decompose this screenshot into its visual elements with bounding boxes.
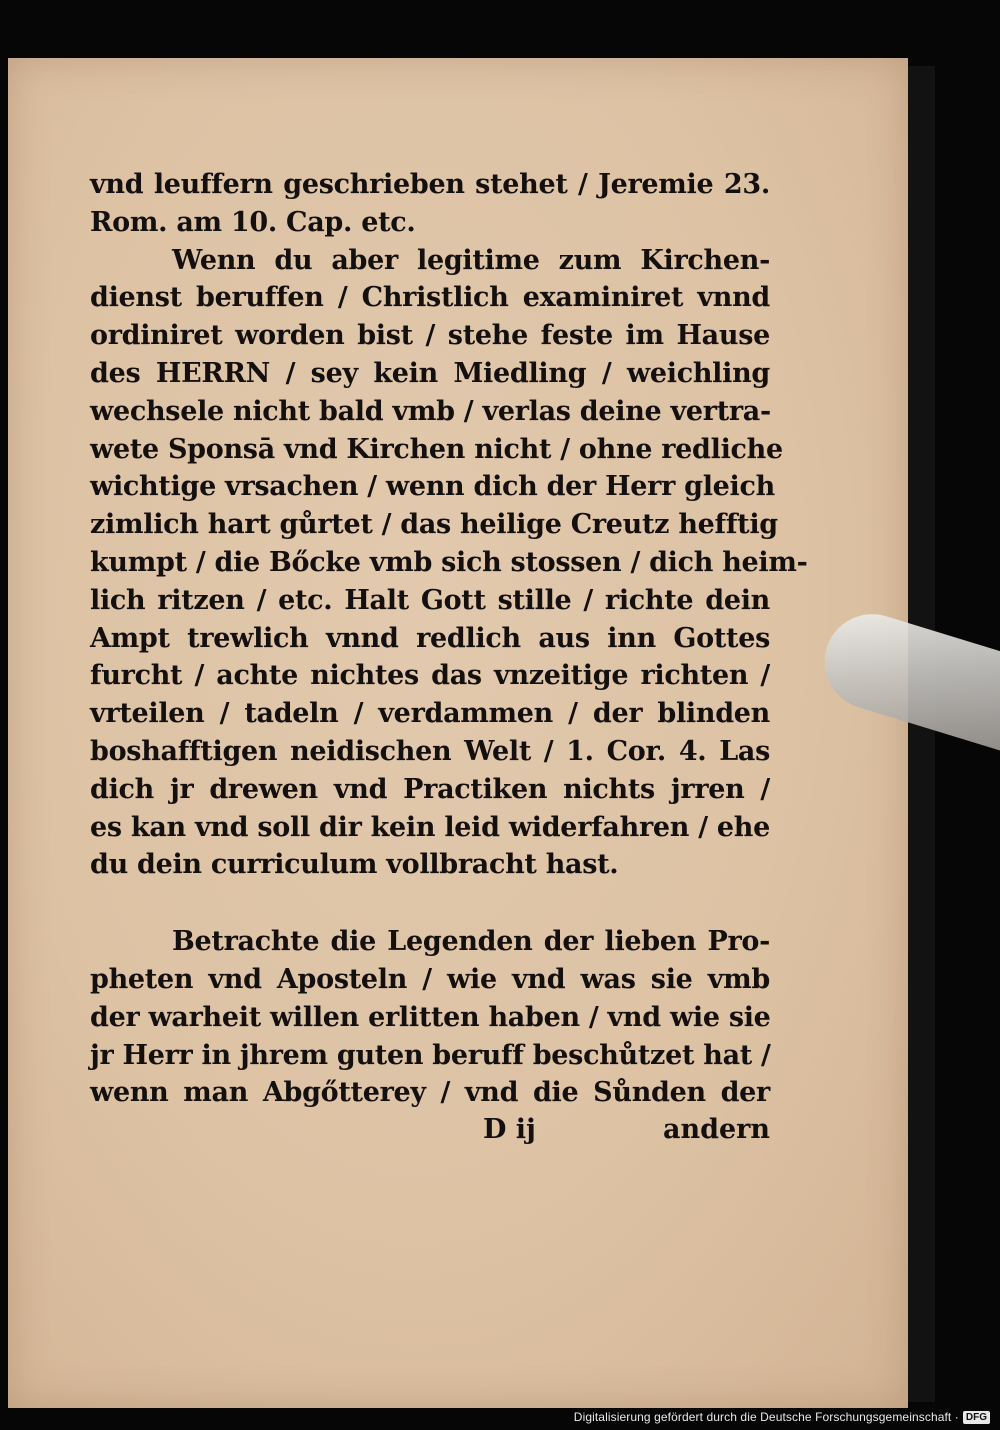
text-line: zimlich hart gůrtet / das heilige Creutz hefftig (90, 509, 778, 541)
text-line: Rom. am 10. Cap. etc. (90, 206, 416, 238)
text-line: du dein curriculum vollbracht hast. (90, 849, 619, 881)
text-line: vrteilen / tadeln / verdammen / der blinden (90, 698, 770, 730)
text-line: der warheit willen erlitten haben / vnd wie sie (90, 1001, 771, 1033)
dfg-logo-icon: DFG (963, 1411, 990, 1424)
text-line: wechsele nicht bald vmb / verlas deine vertra- (90, 395, 771, 427)
text-line: jr Herr in jhrem guten beruff beschůtzet hat / (90, 1039, 771, 1071)
text-line: ordiniret worden bist / stehe feste im Hause (90, 320, 770, 352)
catchword: andern (662, 1114, 770, 1146)
text-line: Betrachte die Legenden der lieben Pro- (172, 926, 770, 958)
text-line: es kan vnd soll dir kein leid widerfahren / ehe (90, 811, 770, 843)
text-line: wete Sponsā vnd Kirchen nicht / ohne redliche (90, 433, 783, 465)
text-line: kumpt / die Bőcke vmb sich stossen / dich heim- (90, 546, 808, 578)
signature-mark: D ij (482, 1114, 536, 1146)
text-line: wichtige vrsachen / wenn dich der Herr gleich (90, 471, 775, 503)
text-line: vnd leuffern geschrieben stehet / Jeremie 23. (90, 169, 770, 200)
page-text (90, 166, 808, 1154)
text-line: dienst beruffen / Christlich examiniret vnnd (90, 282, 770, 314)
page-edge-shadow (905, 66, 935, 1402)
text-line: Ampt trewlich vnnd redlich aus inn Gottes (90, 622, 770, 654)
funding-text: Digitalisierung gefördert durch die Deutsche Forschungsgemeinschaft · (573, 1410, 959, 1424)
text-line: pheten vnd Aposteln / wie vnd was sie vmb (90, 963, 770, 995)
text-line: Wenn du aber legitime zum Kirchen- (172, 244, 770, 276)
text-line: dich jr drewen vnd Practiken nichts jrren / (90, 773, 770, 805)
page-footer (90, 1114, 770, 1154)
text-line: furcht / achte nichtes das vnzeitige richten / (90, 660, 770, 692)
text-line: des HERRN / sey kein Miedling / weichling (90, 357, 770, 389)
text-line: boshafftigen neidischen Welt / 1. Cor. 4. Las (90, 735, 770, 767)
funding-banner (574, 1410, 990, 1424)
paragraph-gap (90, 884, 770, 923)
text-line: wenn man Abgőtterey / vnd die Sůnden der (90, 1077, 770, 1109)
text-line: lich ritzen / etc. Halt Gott stille / richte dein (90, 584, 770, 616)
